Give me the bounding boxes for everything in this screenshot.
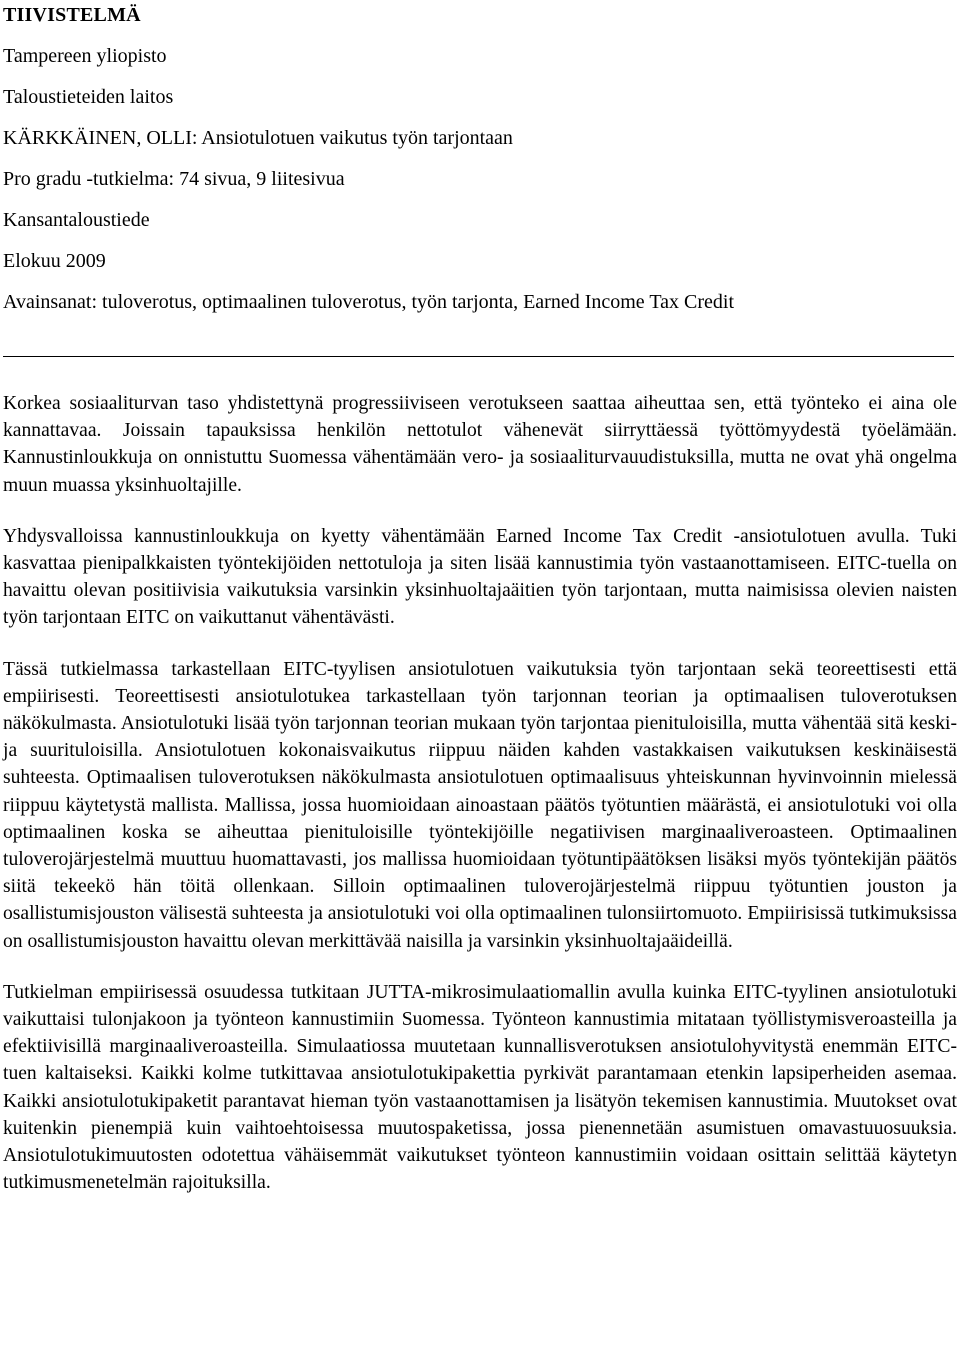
- meta-department: Taloustieteiden laitos: [3, 86, 174, 108]
- abstract-paragraph-3: Tässä tutkielmassa tarkastellaan EITC-tyylisen ansiotulotuen vaikutuksia työn tarjontaan sekä teoreettisesti että empiirisesti. Teoreettisesti ansiotulotukea tarkastellaan työn tarjonnan teorian ja optimaalisen tuloverotuksen näkökulmasta. Ansiotulotuki lisää työn tarjonnan teorian mukaan työn tarjontaa pienituloisilla, mutta vähentää sitä keski- ja suurituloisilla. Ansiotulotuen kokonaisvaikutus riippuu näiden kahden vastakkaisen vaikutuksen keskinäisestä suhteesta. Optimaalisen tuloverotuksen näkökulmasta ansiotulotuen optimaalisuus yhteiskunnan hyvinvoinnin mielessä riippuu käytetystä mallista. Mallissa, jossa huomioidaan ainoastaan päätös työtuntien määrästä, ei ansiotulotuki voi olla optimaalinen koska se aiheuttaa pienituloisille työntekijöille negatiivisen marginaaliveroasteen. Optimaalinen tuloverojärjestelmä muuttuu huomattavasti, jos mallissa huomioidaan työtuntipäätöksen lisäksi myös työntekijän päätös siitä tekeekö hän töitä ollenkaan. Silloin optimaalinen tuloverojärjestelmä riippuu työtuntien jouston ja osallistumisjouston välisestä suhteesta ja ansiotulotuki voi olla optimaalinen tulonsiirtomuoto. Empiirisissä tutkimuksissa on osallistumisjouston havaittu olevan merkittävää naisilla ja varsinkin yksinhuoltajaäideillä.: [3, 658, 957, 952]
- abstract-paragraph-1: Korkea sosiaaliturvan taso yhdistettynä progressiiviseen verotukseen saattaa aiheuttaa sen, että työnteko ei aina ole kannattavaa. Joissain tapauksissa henkilön nettotulot vähenevät siirryttäessä työttömyydestä työelämään. Kannustinloukkuja on onnistuttu Suomessa vähentämään vero- ja sosiaaliturvauudistuksilla, mutta ne ovat yhä ongelma muun muassa yksinhuoltajille.: [3, 393, 957, 496]
- meta-subject: Kansantaloustiede: [3, 209, 150, 231]
- meta-date: Elokuu 2009: [3, 250, 106, 272]
- document-page: [3, 0, 957, 1196]
- horizontal-divider: [3, 356, 954, 357]
- abstract-body: [3, 390, 957, 1196]
- meta-university: Tampereen yliopisto: [3, 45, 167, 67]
- meta-thesis-type: Pro gradu -tutkielma: 74 sivua, 9 liitesivua: [3, 168, 345, 190]
- page-title: TIIVISTELMÄ: [3, 4, 141, 26]
- thesis-metadata: [3, 27, 957, 314]
- abstract-paragraph-4: Tutkielman empiirisessä osuudessa tutkitaan JUTTA-mikrosimulaatiomallin avulla kuinka EITC-tyylinen ansiotulotuki vaikuttaisi tulonjakoon ja työnteon kannustimiin Suomessa. Työnteon kannustimia mitataan työllistymisveroasteilla ja efektiivisillä marginaaliveroasteilla. Simulaatiossa muutetaan kunnallisverotuksen ansiotulohyvitystä enemmän EITC-tuen kaltaiseksi. Kaikki kolme tutkittavaa ansiotulotukipakettia pyrkivät parantamaan etenkin lapsiperheiden asemaa. Kaikki ansiotulotukipaketit parantavat hieman työn vastaanottamisen ja lisätyön tekemisen kannustimia. Muutokset ovat kuitenkin pienempiä kuin vaihtoehtoisessa muutospaketissa, jossa pienennetään asumistuen omavastuuosuuksia. Ansiotulotukimuutosten odotettua vähäisemmät vaikutukset työnteon kannustimiin voidaan osittain selittää käytetyn tutkimusmenetelmän rajoituksilla.: [3, 981, 957, 1194]
- meta-author-title: KÄRKKÄINEN, OLLI: Ansiotulotuen vaikutus työn tarjontaan: [3, 127, 513, 149]
- meta-keywords: Avainsanat: tuloverotus, optimaalinen tuloverotus, työn tarjonta, Earned Income Tax Credit: [3, 291, 735, 313]
- abstract-paragraph-2: Yhdysvalloissa kannustinloukkuja on kyetty vähentämään Earned Income Tax Credit -ansiotulotuen avulla. Tuki kasvattaa pienipalkkaisten työntekijöiden nettotuloja ja siten lisää kannustimia työn vastaanottamiseen. EITC-tuella on havaittu olevan positiivisia vaikutuksia varsinkin yksinhuoltajaäitien työn tarjontaan, mutta naimisissa olevien naisten työn tarjontaan EITC on vaikuttanut vähentävästi.: [3, 525, 957, 629]
